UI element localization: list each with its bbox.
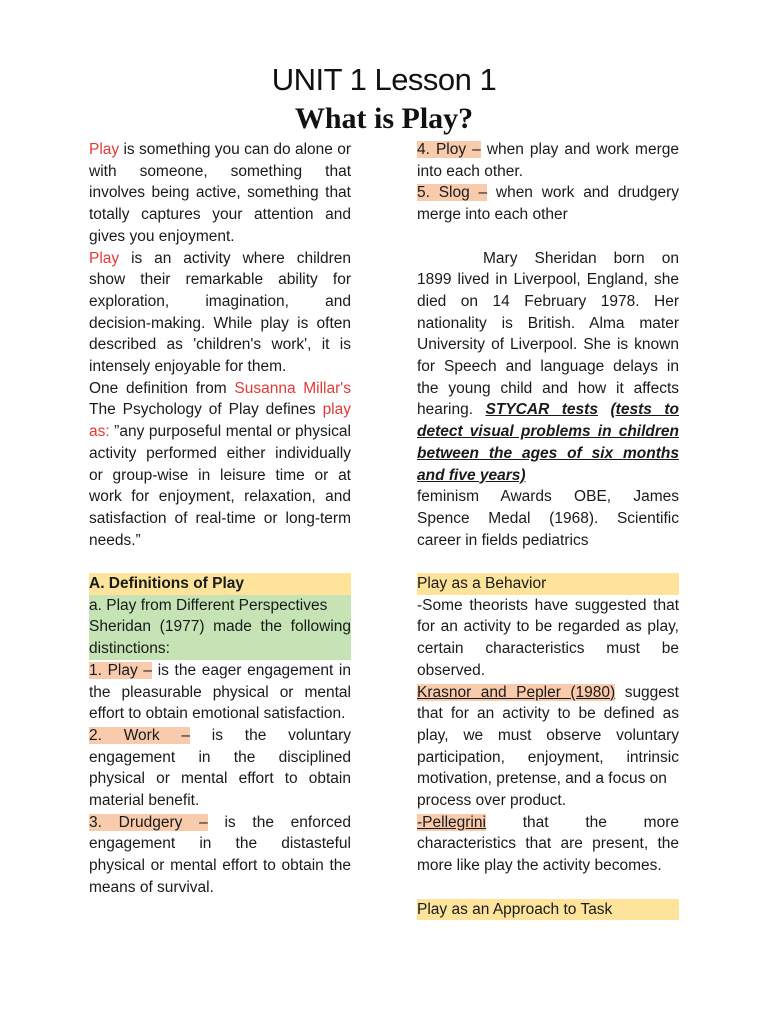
definition-pre: One definition from <box>89 379 235 397</box>
item-1 <box>89 660 351 725</box>
item-3-label: 3. Drudgery – <box>89 813 208 831</box>
behavior-heading: Play as a Behavior <box>417 573 679 595</box>
item-4-text: when play and work merge into each other. <box>417 141 679 180</box>
pellegrini-paragraph <box>417 812 679 877</box>
lesson-title: What is Play? <box>294 102 474 135</box>
pellegrini-text: that the more characteristics that are present, the more like play the activity becomes. <box>417 813 679 875</box>
item-4-label: 4. Ploy – <box>417 141 481 158</box>
definition-mid: The Psychology of Play defines <box>89 401 323 419</box>
item-5-text: when work and drudgery merge into each other <box>417 184 679 224</box>
krasnor-label: Krasnor and Pepler (1980) <box>417 683 616 701</box>
item-2 <box>89 725 351 812</box>
item-3 <box>89 812 351 899</box>
item-3-text: is the enforced engagement in the distasteful physical or mental effort to obtain the means of survival. <box>89 813 351 896</box>
krasnor-text: suggest that for an activity to be defined as play, we must observe voluntary participation, enjoyment, intrinsic motivation, pretense, and a focus on <box>417 683 679 788</box>
definition-quote: ”any purposeful mental or physical activity performed either individually or group-wise in leisure time or at work for enjoyment, relaxation, and satisfaction of real-time or long-term needs.” <box>89 423 351 549</box>
definition-play-as: play as: <box>89 401 351 441</box>
perspectives-block <box>89 595 351 660</box>
pellegrini-label: -Pellegrini <box>417 813 486 831</box>
intro-paragraph <box>89 139 351 248</box>
item-2-text: is the voluntary engagement in the disciplined physical or mental effort to obtain material benefit. <box>89 726 351 810</box>
definition-author: Susanna Millar's <box>234 379 351 397</box>
sheridan-bio-paragraph <box>417 248 679 487</box>
intro-text: is something you can do alone or with someone, something that involves being active, something that totally captures your attention and gives you enjoyment. <box>89 141 351 245</box>
item-1-text: is the eager engagement in the pleasurable physical or mental effort to obtain emotional satisfaction. <box>89 661 351 723</box>
item-4 <box>417 139 679 182</box>
activity-text: is an activity where children show their remarkable ability for exploration, imagination, and decision-making. While play is often described as 'children's work', it is intensely enjoyable for them. <box>89 249 351 376</box>
item-5-label: 5. Slog – <box>417 184 488 202</box>
play-keyword: Play <box>89 141 120 158</box>
krasnor-text-end: process over product. <box>417 792 567 810</box>
sheridan-awards: feminism Awards OBE, James Spence Medal (1968). Scientific career in fields pediatrics <box>417 488 679 549</box>
approach-heading: Play as an Approach to Task <box>417 899 679 921</box>
unit-title: UNIT 1 Lesson 1 <box>271 62 497 97</box>
section-a-heading: A. Definitions of Play <box>89 573 351 595</box>
right-column <box>417 139 679 920</box>
activity-paragraph <box>89 248 351 378</box>
stycar-description: (tests to detect visual problems in children between the ages of six months and five years) <box>417 401 679 484</box>
perspectives-line1: a. Play from Different Perspectives <box>89 596 328 614</box>
item-1-label: 1. Play – <box>89 661 153 679</box>
item-5 <box>417 182 679 225</box>
play-keyword: Play <box>89 249 120 267</box>
definition-paragraph <box>89 378 351 552</box>
behavior-text: -Some theorists have suggested that for an activity to be regarded as play, certain characteristics must be observed. <box>417 596 679 679</box>
item-2-label: 2. Work – <box>89 726 190 744</box>
sheridan-bio: Mary Sheridan born on 1899 lived in Liverpool, England, she died on 14 February 1978. Her nationality is British. Alma mater University of Liverpool. She is known for Speech and language delays in the young child and how it affects hearing. <box>417 249 679 419</box>
left-column <box>89 139 351 899</box>
krasnor-paragraph <box>417 682 679 791</box>
perspectives-line2: Sheridan (1977) made the following distinctions: <box>89 618 351 658</box>
stycar-label: STYCAR tests <box>485 401 598 419</box>
